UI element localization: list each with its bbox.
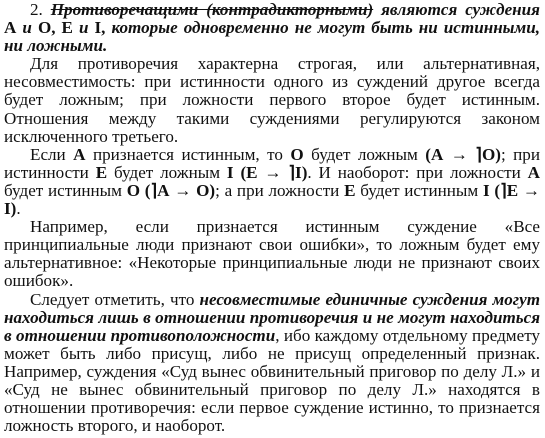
paragraph-4: Например, если признается истинным суждение «Все принципиальные люди признают свои ошибки», то ложным будет ему альтернативное: «Некоторые принципиальные люди не признают своих ошибок». [4, 217, 540, 291]
paragraph-5 [4, 291, 540, 436]
p3-t7: будет истинным [4, 180, 122, 200]
p3-t8: ; а при ложности [215, 180, 340, 200]
p3-t3: будет ложным [311, 144, 418, 164]
paragraph-1 [4, 1, 540, 55]
p5-t2: , ибо каждому отдельному предмету может быть либо присущ, либо не присущ определенный признак. Например, суждения «Суд вынес обвинительный приговор по делу Л.» и «Суд не вынес обвинительный приговор по делу Л.» находятся в отношении противоречия: если первое суждение истинно, то признается ложность второго, и наоборот. [4, 325, 540, 436]
formula-2: I (Е → ⌉I) [226, 162, 308, 182]
formula-3: О (⌉А → О) [126, 180, 216, 200]
p3-t9: будет истинным [360, 180, 479, 200]
p3-symbol-a2: А [527, 162, 540, 182]
p3-symbol-e: Е [95, 162, 108, 182]
symbol-a: А [4, 18, 17, 38]
definition-tail: которые одновременно не могут быть ни истинными, ни ложными. [4, 18, 541, 56]
p3-t1: Если [30, 144, 66, 164]
p3-symbol-a: А [73, 144, 86, 164]
p3-t5: будет ложным [113, 162, 221, 182]
definition-text: являются суждения [381, 0, 540, 19]
symbol-o: О, [37, 18, 56, 38]
conj-1: и [22, 18, 32, 38]
p3-t10: . [16, 199, 21, 219]
symbol-i: I, [94, 18, 106, 38]
p3-symbol-e2: Е [344, 180, 356, 200]
symbol-e: Е [61, 18, 73, 38]
paragraph-2: Для противоречия характерна строгая, или альтернативная, несовместимость: при истинности одного из суждений другое всегда будет ложным; при ложности первого второе будет истинным. Отношения между такими суждениями регулируются законом исключенного третьего. [4, 54, 540, 146]
conj-2: и [78, 18, 89, 38]
paragraph-3 [4, 146, 540, 218]
struck-term: Противоречащими (контрадикторными) [50, 0, 374, 19]
formula-1: (А → ⌉О) [425, 144, 501, 164]
item-number: 2. [30, 0, 43, 19]
p3-symbol-o: О [290, 144, 304, 164]
p3-t4: ; при истинности [4, 144, 540, 182]
p5-emphasis: несовместимые единичные суждения могут находиться лишь в отношении противоречия и не могут находиться в отношении противоположности [4, 289, 540, 345]
p3-t2: признается истинным, то [92, 144, 283, 164]
p3-t6: . И наоборот: при ложности [307, 162, 521, 182]
p5-t1: Следует отметить, что [30, 289, 195, 309]
formula-4: I (⌉Е → I) [4, 180, 541, 219]
